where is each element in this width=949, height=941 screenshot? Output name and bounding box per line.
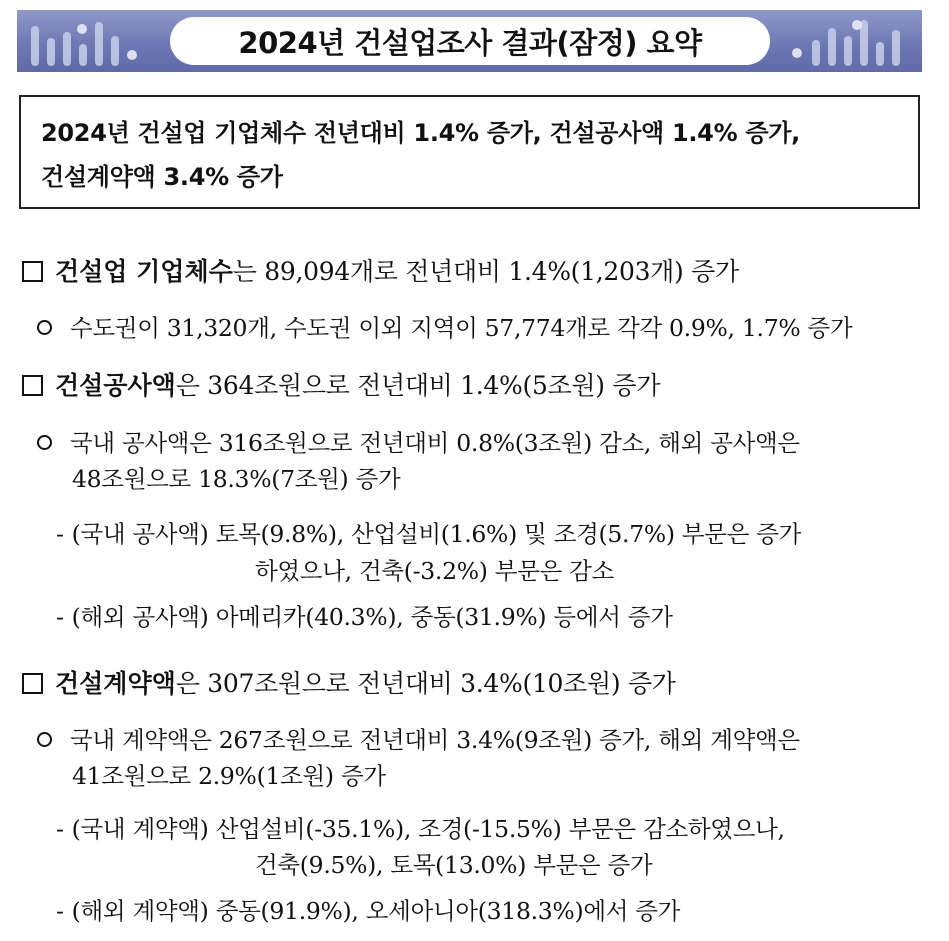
bullet-companies-region <box>37 309 852 343</box>
bullet-text-line-1: 국내 계약액은 267조원으로 전년대비 3.4%(9조원) 증가, 해외 계약액은 <box>70 726 800 754</box>
dash-bullet: - <box>56 520 64 548</box>
bullet-contract-amount-cont <box>72 757 386 791</box>
bar-chart-decoration <box>17 10 177 72</box>
section-text: 은 307조원으로 전년대비 3.4%(10조원) 증가 <box>175 669 676 698</box>
sub-label: (해외 계약액) <box>71 897 209 925</box>
section-text: 은 364조원으로 전년대비 1.4%(5조원) 증가 <box>175 371 661 400</box>
summary-line-1: 2024년 건설업 기업체수 전년대비 1.4% 증가, 건설공사액 1.4% 증가, <box>41 119 800 147</box>
bullet-text-line-2: 41조원으로 2.9%(1조원) 증가 <box>72 762 386 790</box>
bullet-text-line-2: 48조원으로 18.3%(7조원) 증가 <box>72 465 401 493</box>
circle-bullet-icon <box>37 435 52 450</box>
summary-box <box>19 95 920 209</box>
sub-domestic-construction-cont <box>255 552 614 586</box>
dash-bullet: - <box>56 603 64 631</box>
sub-label: (국내 공사액) <box>71 520 209 548</box>
section-construction-amount <box>22 366 660 402</box>
section-companies <box>22 252 739 288</box>
sub-overseas-construction <box>56 598 673 632</box>
bullet-construction-amount <box>37 424 800 458</box>
dash-bullet: - <box>56 815 64 843</box>
title-pill <box>170 17 770 65</box>
title-banner <box>17 10 922 72</box>
checkbox-square-icon <box>22 375 43 396</box>
sub-domestic-contract <box>56 810 785 844</box>
checkbox-square-icon <box>22 673 43 694</box>
page-title: 2024년 건설업조사 결과(잠정) 요약 <box>238 25 702 60</box>
section-text: 는 89,094개로 전년대비 1.4%(1,203개) 증가 <box>232 257 739 286</box>
bullet-text: 수도권이 31,320개, 수도권 이외 지역이 57,774개로 각각 0.9%, 1.7% 증가 <box>70 314 853 342</box>
sub-text-line-1: 아메리카(40.3%), 중동(31.9%) 등에서 증가 <box>215 603 673 631</box>
bar-chart-decoration-right <box>762 10 922 72</box>
checkbox-square-icon <box>22 261 43 282</box>
summary-line-2: 건설계약액 3.4% 증가 <box>41 163 283 191</box>
sub-text-line-2: 건축(9.5%), 토목(13.0%) 부문은 증가 <box>255 851 653 879</box>
section-keyword: 건설업 기업체수 <box>55 257 233 286</box>
sub-text-line-2: 하였으나, 건축(-3.2%) 부문은 감소 <box>255 557 614 585</box>
sub-text-line-1: 산업설비(-35.1%), 조경(-15.5%) 부문은 감소하였으나, <box>215 815 785 843</box>
sub-domestic-construction <box>56 515 801 549</box>
dash-bullet: - <box>56 897 64 925</box>
circle-bullet-icon <box>37 320 52 335</box>
sub-domestic-contract-cont <box>255 846 652 880</box>
sub-text-line-1: 중동(91.9%), 오세아니아(318.3%)에서 증가 <box>215 897 681 925</box>
sub-label: (국내 계약액) <box>71 815 209 843</box>
section-contract-amount <box>22 664 676 700</box>
bullet-construction-amount-cont <box>72 460 400 494</box>
bullet-contract-amount <box>37 721 800 755</box>
bullet-text-line-1: 국내 공사액은 316조원으로 전년대비 0.8%(3조원) 감소, 해외 공사액은 <box>70 429 800 457</box>
sub-text-line-1: 토목(9.8%), 산업설비(1.6%) 및 조경(5.7%) 부문은 증가 <box>215 520 802 548</box>
sub-label: (해외 공사액) <box>71 603 209 631</box>
section-keyword: 건설계약액 <box>55 669 176 698</box>
sub-overseas-contract <box>56 892 680 926</box>
circle-bullet-icon <box>37 732 52 747</box>
section-keyword: 건설공사액 <box>55 371 176 400</box>
